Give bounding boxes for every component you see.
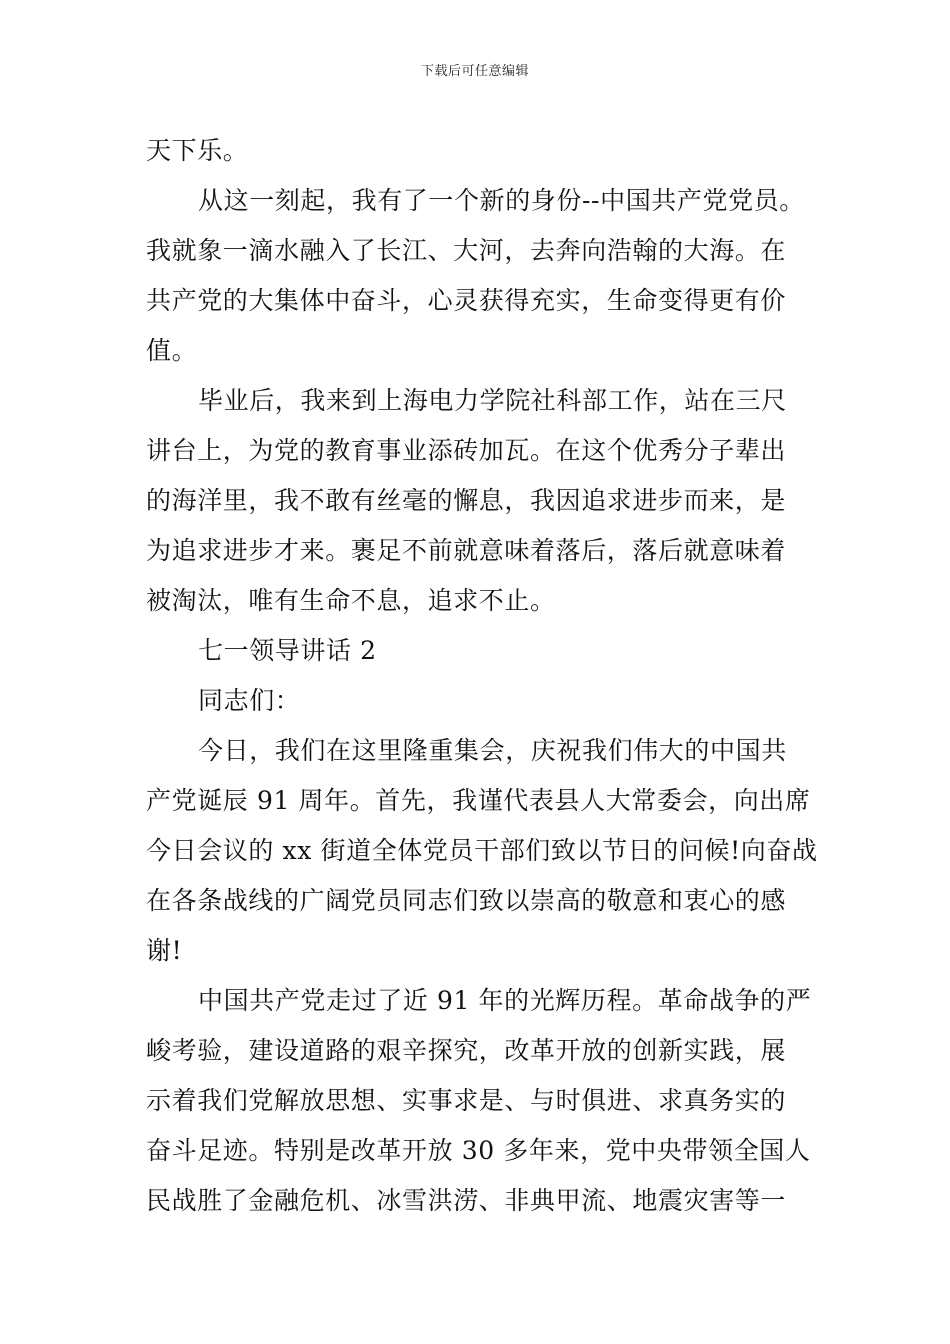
text-line: 共产党的大集体中奋斗，心灵获得充实，生命变得更有价 <box>146 286 787 315</box>
section-heading: 七一领导讲话 2 <box>198 636 377 665</box>
text-line: 奋斗足迹。特别是改革开放 30 多年来，党中央带领全国人 <box>146 1136 811 1165</box>
text-line: 值。 <box>146 336 198 365</box>
text-line: 从这一刻起，我有了一个新的身份--中国共产党党员。 <box>198 186 805 215</box>
text-line: 今日，我们在这里隆重集会，庆祝我们伟大的中国共 <box>198 736 787 765</box>
text-line: 的海洋里，我不敢有丝毫的懈息，我因追求进步而来，是 <box>146 486 787 515</box>
text-line: 谢! <box>146 936 183 965</box>
text-line: 讲台上，为党的教育事业添砖加瓦。在这个优秀分子辈出 <box>146 436 787 465</box>
salutation: 同志们： <box>198 686 301 715</box>
text-line: 为追求进步才来。裹足不前就意味着落后，落后就意味着 <box>146 536 787 565</box>
text-line: 天下乐。 <box>146 136 249 165</box>
text-line: 中国共产党走过了近 91 年的光辉历程。革命战争的严 <box>198 986 812 1015</box>
text-line: 产党诞辰 91 周年。首先，我谨代表县人大常委会，向出席 <box>146 786 811 815</box>
document-body <box>146 126 818 1226</box>
text-line: 民战胜了金融危机、冰雪洪涝、非典甲流、地震灾害等一 <box>146 1186 787 1215</box>
page-header: 下载后可任意编辑 <box>420 64 529 79</box>
text-line: 峻考验，建设道路的艰辛探究，改革开放的创新实践，展 <box>146 1036 787 1065</box>
text-line: 今日会议的 xx 街道全体党员干部们致以节日的问候!向奋战 <box>146 836 818 865</box>
text-line: 毕业后，我来到上海电力学院社科部工作，站在三尺 <box>198 386 787 415</box>
text-line: 我就象一滴水融入了长江、大河，去奔向浩翰的大海。在 <box>146 236 787 265</box>
text-line: 在各条战线的广阔党员同志们致以崇高的敬意和衷心的感 <box>146 886 787 915</box>
text-line: 被淘汰，唯有生命不息，追求不止。 <box>146 586 556 615</box>
text-line: 示着我们党解放思想、实事求是、与时俱进、求真务实的 <box>146 1086 787 1115</box>
